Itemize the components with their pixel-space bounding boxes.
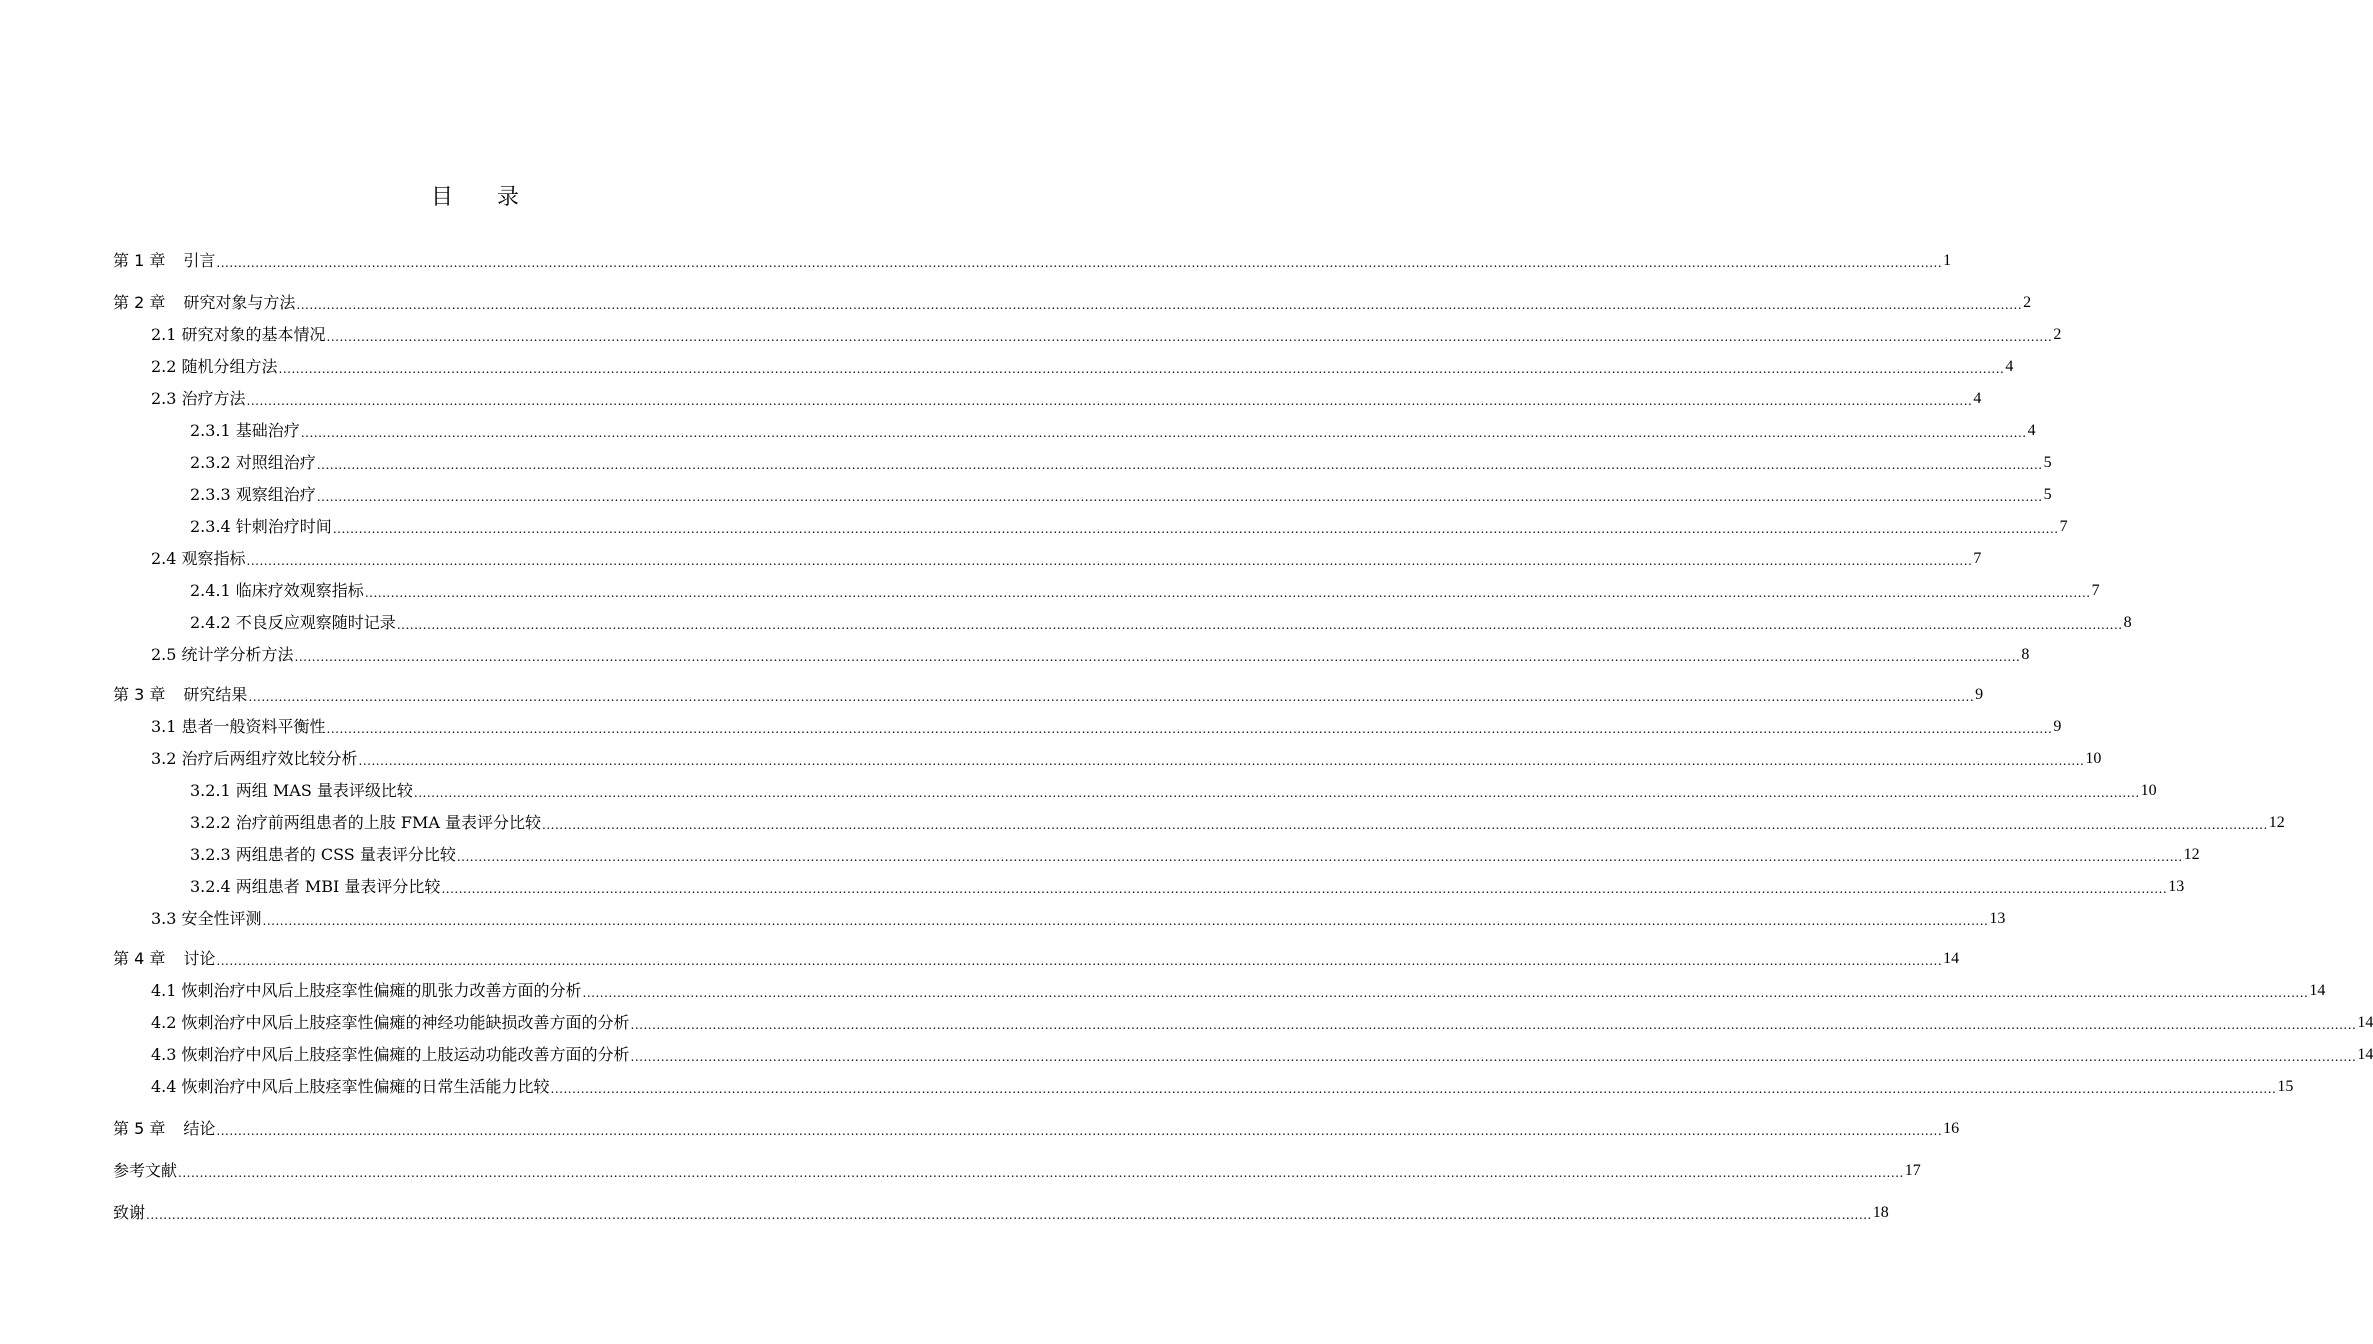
- dot-leader: ................................................................................................................................................................................................................................................................................................................................................................................................................: [413, 786, 2140, 800]
- toc-entry-label: 4.2 恢刺治疗中风后上肢痉挛性偏瘫的神经功能缺损改善方面的分析: [151, 1013, 630, 1032]
- toc-entry[interactable]: [113, 355, 2014, 377]
- dot-leader: ................................................................................................................................................................................................................................................................................................................................................................................................................: [278, 362, 2005, 376]
- toc-entry-label: 2.3.1 基础治疗: [190, 421, 300, 440]
- toc-entry-label: 参考文献: [113, 1161, 178, 1180]
- toc-page-number: 10: [2140, 782, 2157, 799]
- chapter-number: 第 4 章: [113, 949, 166, 968]
- toc-entry-text: [113, 949, 215, 969]
- toc-entry-label: 4.3 恢刺治疗中风后上肢痉挛性偏瘫的上肢运动功能改善方面的分析: [151, 1045, 630, 1064]
- toc-entry-label: 3.2.4 两组患者 MBI 量表评分比较: [190, 877, 441, 896]
- toc-entry-label: 3.2 治疗后两组疗效比较分析: [151, 749, 358, 768]
- toc-page-number: 16: [1943, 1120, 1960, 1137]
- toc-entry[interactable]: [113, 779, 2157, 801]
- toc-entry-text: [190, 781, 413, 801]
- toc-entry[interactable]: [113, 1043, 2373, 1065]
- dot-leader: ................................................................................................................................................................................................................................................................................................................................................................................................................: [316, 490, 2043, 504]
- dot-leader: ................................................................................................................................................................................................................................................................................................................................................................................................................: [550, 1082, 2277, 1096]
- toc-entry[interactable]: [113, 947, 1960, 969]
- toc-entry-text: [190, 845, 456, 865]
- toc-entry-text: [113, 1161, 177, 1181]
- toc-entry-text: [151, 981, 582, 1001]
- dot-leader: ................................................................................................................................................................................................................................................................................................................................................................................................................: [216, 256, 1943, 270]
- toc-entry[interactable]: [113, 715, 2062, 737]
- toc-entry-text: [190, 517, 332, 537]
- dot-leader: ................................................................................................................................................................................................................................................................................................................................................................................................................: [441, 882, 2168, 896]
- toc-entry-label: 2.3.3 观察组治疗: [190, 485, 316, 504]
- toc-entry-label: 3.1 患者一般资料平衡性: [151, 717, 326, 736]
- dot-leader: ................................................................................................................................................................................................................................................................................................................................................................................................................: [248, 690, 1975, 704]
- toc-entry[interactable]: [113, 843, 2200, 865]
- dot-leader: ................................................................................................................................................................................................................................................................................................................................................................................................................: [326, 722, 2053, 736]
- dot-leader: ................................................................................................................................................................................................................................................................................................................................................................................................................: [542, 818, 2268, 832]
- toc-entry[interactable]: [113, 451, 2052, 473]
- toc-page-number: 7: [2059, 518, 2068, 535]
- toc-entry[interactable]: [113, 979, 2326, 1001]
- toc-entry-label: 2.3.2 对照组治疗: [190, 453, 316, 472]
- toc-entry-text: [113, 293, 295, 313]
- toc-page-number: 14: [2309, 982, 2326, 999]
- dot-leader: ................................................................................................................................................................................................................................................................................................................................................................................................................: [146, 1208, 1872, 1222]
- dot-leader: ................................................................................................................................................................................................................................................................................................................................................................................................................: [294, 650, 2021, 664]
- dot-leader: ................................................................................................................................................................................................................................................................................................................................................................................................................: [300, 426, 2027, 440]
- toc-entry[interactable]: [113, 515, 2068, 537]
- toc-entry[interactable]: [113, 811, 2285, 833]
- toc-entry-label: 2.3 治疗方法: [151, 389, 246, 408]
- toc-entry[interactable]: [113, 291, 2032, 313]
- toc-entry-text: [113, 251, 215, 271]
- dot-leader: ................................................................................................................................................................................................................................................................................................................................................................................................................: [246, 554, 1973, 568]
- toc-page-number: 4: [2005, 358, 2014, 375]
- toc-entry-text: [190, 877, 440, 897]
- toc-entry-text: [151, 749, 358, 769]
- toc-entry-label: 引言: [183, 251, 216, 270]
- dot-leader: ................................................................................................................................................................................................................................................................................................................................................................................................................: [326, 330, 2053, 344]
- toc-entry-label: 3.3 安全性评测: [151, 909, 262, 928]
- toc-page-number: 10: [2085, 750, 2102, 767]
- toc-entry-label: 4.4 恢刺治疗中风后上肢痉挛性偏瘫的日常生活能力比较: [151, 1077, 550, 1096]
- toc-entry[interactable]: [113, 683, 1984, 705]
- toc-entry-label: 研究结果: [183, 685, 248, 704]
- dot-leader: ................................................................................................................................................................................................................................................................................................................................................................................................................: [364, 586, 2091, 600]
- toc-page-number: 14: [2357, 1014, 2373, 1031]
- toc-entry[interactable]: [113, 1075, 2294, 1097]
- chapter-number: 第 3 章: [113, 685, 166, 704]
- chapter-number: 第 1 章: [113, 251, 166, 270]
- toc-entry[interactable]: [113, 643, 2030, 665]
- dot-leader: ................................................................................................................................................................................................................................................................................................................................................................................................................: [316, 458, 2043, 472]
- toc-page-number: 13: [2168, 878, 2185, 895]
- toc-entry-text: [151, 717, 326, 737]
- toc-entry-text: [151, 549, 246, 569]
- toc-entry-text: [151, 1013, 630, 1033]
- toc-page-number: 4: [1973, 390, 1982, 407]
- toc-page-number: 17: [1904, 1162, 1921, 1179]
- dot-leader: ................................................................................................................................................................................................................................................................................................................................................................................................................: [456, 850, 2183, 864]
- toc-entry[interactable]: [113, 419, 2036, 441]
- toc-page-number: 8: [2123, 614, 2132, 631]
- toc-entry[interactable]: [113, 611, 2132, 633]
- toc-entry-text: [190, 613, 396, 633]
- toc-entry-text: [113, 685, 247, 705]
- toc-entry-text: [190, 581, 364, 601]
- toc-entry[interactable]: [113, 483, 2052, 505]
- toc-page-number: 7: [1973, 550, 1982, 567]
- toc-entry-label: 2.4.2 不良反应观察随时记录: [190, 613, 396, 632]
- toc-page-number: 12: [2183, 846, 2200, 863]
- toc-entry-label: 研究对象与方法: [183, 293, 296, 312]
- toc-entry-text: [190, 485, 316, 505]
- toc-entry[interactable]: [113, 1159, 1921, 1181]
- toc-entry-text: [113, 1203, 145, 1223]
- toc-page-number: 9: [2053, 718, 2062, 735]
- dot-leader: ................................................................................................................................................................................................................................................................................................................................................................................................................: [246, 394, 1973, 408]
- toc-page-number: 2: [2053, 326, 2062, 343]
- toc-entry[interactable]: [113, 323, 2062, 345]
- toc-title: 目 录: [430, 185, 519, 210]
- toc-entry-text: [113, 1119, 215, 1139]
- toc-entry-label: 3.2.2 治疗前两组患者的上肢 FMA 量表评分比较: [190, 813, 542, 832]
- toc-entry-text: [151, 389, 246, 409]
- toc-entry-text: [151, 1077, 550, 1097]
- toc-page-number: 15: [2277, 1078, 2294, 1095]
- toc-entry[interactable]: [113, 1201, 1889, 1223]
- toc-page-number: 5: [2043, 454, 2052, 471]
- toc-entry-label: 2.4.1 临床疗效观察指标: [190, 581, 364, 600]
- toc-page-number: 7: [2091, 582, 2100, 599]
- chapter-number: 第 2 章: [113, 293, 166, 312]
- toc-page-number: 5: [2043, 486, 2052, 503]
- toc-entry-label: 2.4 观察指标: [151, 549, 246, 568]
- toc-page-number: 8: [2021, 646, 2030, 663]
- toc-entry-label: 2.3.4 针刺治疗时间: [190, 517, 332, 536]
- toc-entry[interactable]: [113, 387, 1982, 409]
- toc-entry-text: [151, 325, 326, 345]
- toc-entry-text: [190, 813, 541, 833]
- dot-leader: ................................................................................................................................................................................................................................................................................................................................................................................................................: [630, 1050, 2357, 1064]
- dot-leader: ................................................................................................................................................................................................................................................................................................................................................................................................................: [262, 914, 1989, 928]
- toc-entry-text: [151, 645, 294, 665]
- toc-entry-label: 2.2 随机分组方法: [151, 357, 278, 376]
- dot-leader: ................................................................................................................................................................................................................................................................................................................................................................................................................: [178, 1166, 1904, 1180]
- toc-page-number: 14: [1943, 950, 1960, 967]
- toc-entry-text: [151, 357, 278, 377]
- dot-leader: ................................................................................................................................................................................................................................................................................................................................................................................................................: [296, 298, 2023, 312]
- toc-entry-label: 致谢: [113, 1203, 146, 1222]
- toc-entry[interactable]: [113, 547, 1982, 569]
- toc-entry-label: 4.1 恢刺治疗中风后上肢痉挛性偏瘫的肌张力改善方面的分析: [151, 981, 582, 1000]
- toc-entry-text: [151, 909, 262, 929]
- toc-entry-label: 讨论: [183, 949, 216, 968]
- toc-page-number: 18: [1872, 1204, 1889, 1221]
- dot-leader: ................................................................................................................................................................................................................................................................................................................................................................................................................: [396, 618, 2123, 632]
- toc-entry-label: 2.5 统计学分析方法: [151, 645, 294, 664]
- toc-entry-text: [151, 1045, 630, 1065]
- toc-entry[interactable]: [113, 1117, 1960, 1139]
- toc-entry-label: 结论: [183, 1119, 216, 1138]
- toc-page-number: 12: [2268, 814, 2285, 831]
- dot-leader: ................................................................................................................................................................................................................................................................................................................................................................................................................: [582, 986, 2309, 1000]
- toc-page-number: 4: [2027, 422, 2036, 439]
- toc-entry[interactable]: [113, 875, 2185, 897]
- chapter-number: 第 5 章: [113, 1119, 166, 1138]
- toc-entry[interactable]: [113, 579, 2100, 601]
- dot-leader: ................................................................................................................................................................................................................................................................................................................................................................................................................: [332, 522, 2059, 536]
- toc-page-number: 2: [2023, 294, 2032, 311]
- toc-page-number: 13: [1989, 910, 2006, 927]
- toc-entry-text: [190, 453, 316, 473]
- toc-entry-label: 3.2.1 两组 MAS 量表评级比较: [190, 781, 413, 800]
- toc-entry[interactable]: [113, 1011, 2373, 1033]
- toc-entry[interactable]: [113, 747, 2102, 769]
- toc-page-number: 1: [1943, 252, 1952, 269]
- toc-page-number: 14: [2357, 1046, 2373, 1063]
- toc-entry-label: 2.1 研究对象的基本情况: [151, 325, 326, 344]
- toc-entry[interactable]: [113, 249, 1952, 271]
- toc-page-number: 9: [1975, 686, 1984, 703]
- toc-entry[interactable]: [113, 907, 2006, 929]
- toc-entry-text: [190, 421, 300, 441]
- toc-entry-label: 3.2.3 两组患者的 CSS 量表评分比较: [190, 845, 456, 864]
- dot-leader: ................................................................................................................................................................................................................................................................................................................................................................................................................: [630, 1018, 2357, 1032]
- dot-leader: ................................................................................................................................................................................................................................................................................................................................................................................................................: [358, 754, 2085, 768]
- dot-leader: ................................................................................................................................................................................................................................................................................................................................................................................................................: [216, 1124, 1943, 1138]
- dot-leader: ................................................................................................................................................................................................................................................................................................................................................................................................................: [216, 954, 1943, 968]
